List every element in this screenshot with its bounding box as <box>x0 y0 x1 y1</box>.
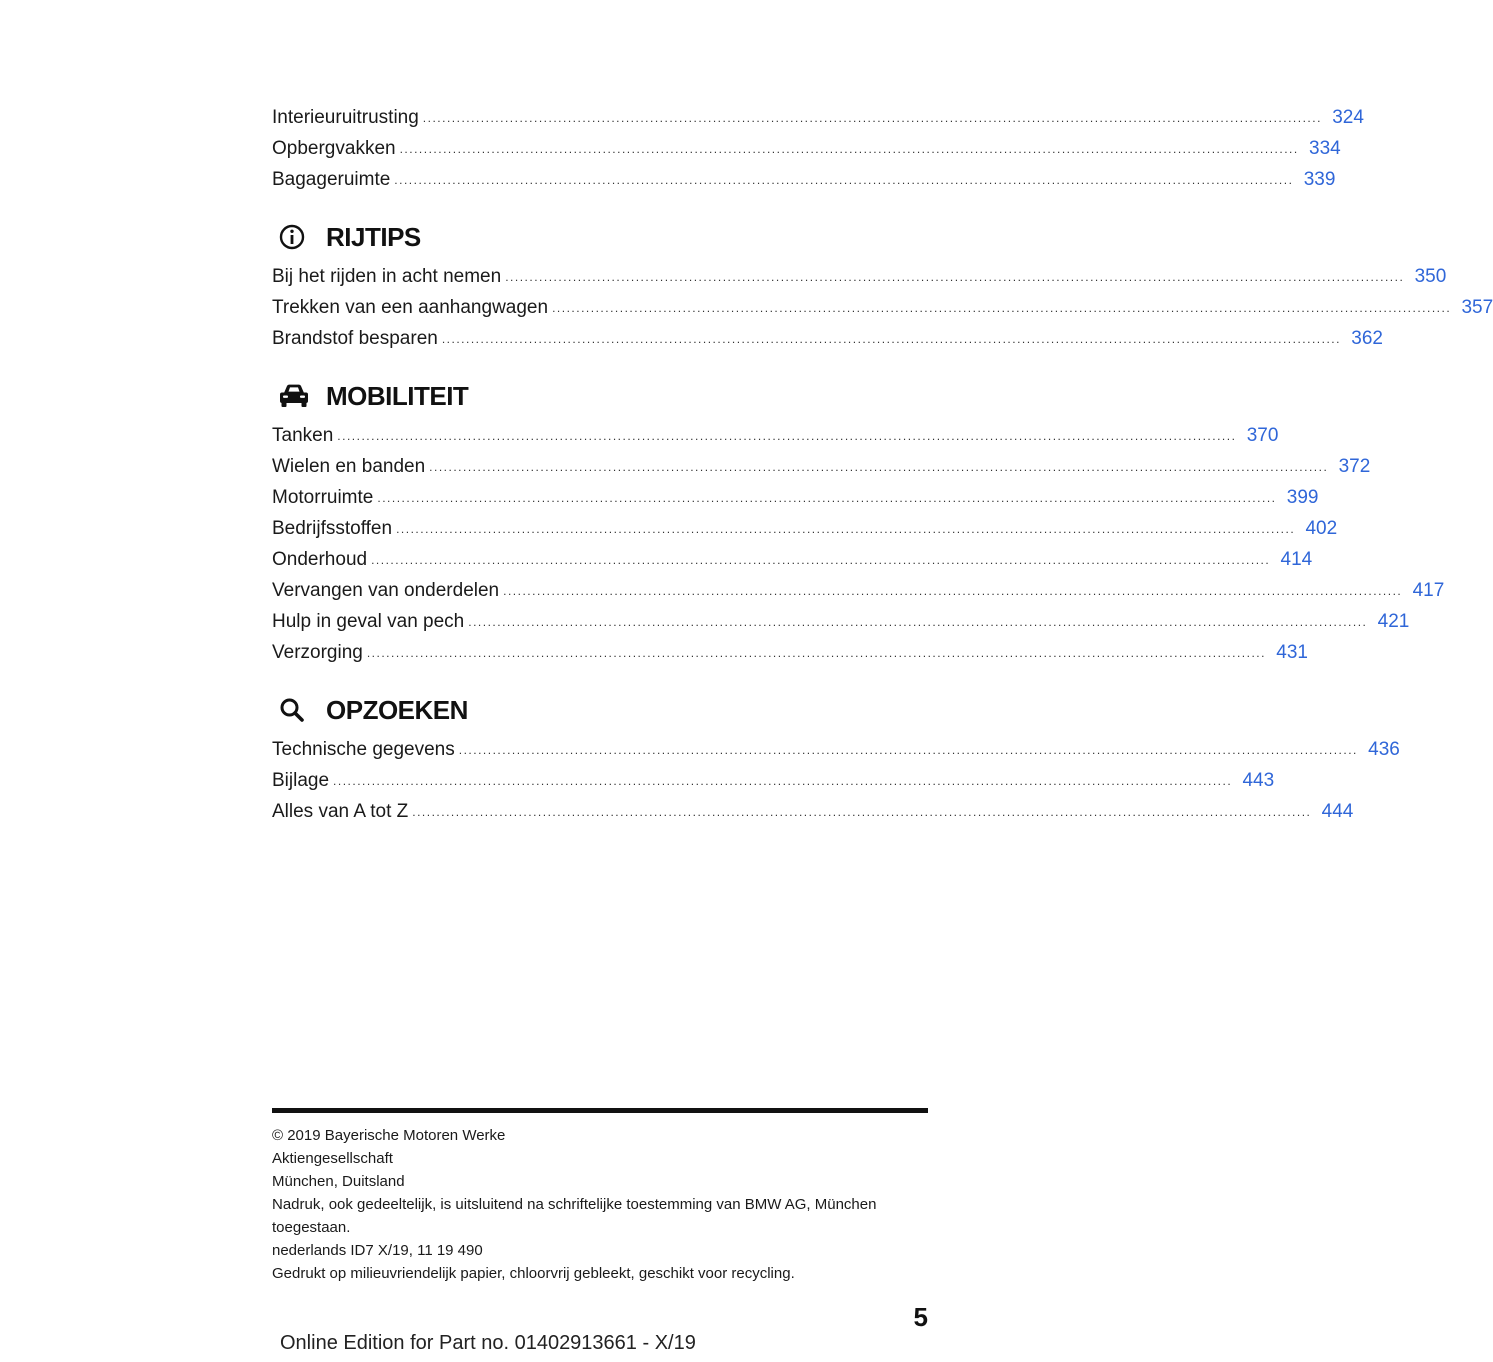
section-title: MOBILITEIT <box>326 380 469 411</box>
section-title: RIJTIPS <box>326 221 421 252</box>
toc-entry-title: Interieuruitrusting <box>272 107 419 128</box>
toc-entry[interactable] <box>272 637 1308 668</box>
toc-entry[interactable] <box>272 482 1319 513</box>
toc-entry-title: Onderhoud <box>272 549 368 570</box>
imprint-line: nederlands ID7 X/19, 11 19 490 <box>272 1242 483 1259</box>
search-icon <box>272 696 318 724</box>
toc-leader-dots: .......................................................................................................................................................................................... <box>505 270 1405 284</box>
toc-entry[interactable] <box>272 102 1364 133</box>
section-heading-opzoeken <box>272 690 928 730</box>
toc-entry-title: Bedrijfsstoffen <box>272 518 393 539</box>
toc-page-link[interactable]: 324 <box>1332 107 1364 128</box>
toc-entry[interactable] <box>272 323 1383 354</box>
toc-leader-dots: .......................................................................................................................................................................................... <box>429 460 1329 474</box>
toc-page-link[interactable]: 414 <box>1280 549 1313 570</box>
toc-page-link[interactable]: 443 <box>1242 770 1275 791</box>
toc-group-rijtips <box>272 261 1493 354</box>
toc-entry-title: Bij het rijden in acht nemen <box>272 266 502 287</box>
toc-page-link[interactable]: 339 <box>1303 169 1336 190</box>
toc-page-link[interactable]: 372 <box>1338 456 1371 477</box>
toc-entry-title: Brandstof besparen <box>272 328 438 349</box>
toc-leader-dots: .......................................................................................................................................................................................... <box>503 584 1403 598</box>
toc-leader-dots: .......................................................................................................................................................................................... <box>458 743 1358 757</box>
toc-leader-dots: .......................................................................................................................................................................................... <box>377 491 1277 505</box>
toc-leader-dots: .......................................................................................................................................................................................... <box>441 332 1341 346</box>
toc-group-mobiliteit <box>272 420 1445 668</box>
imprint-line: toegestaan. <box>272 1219 351 1236</box>
toc-entry[interactable] <box>272 606 1410 637</box>
info-icon <box>272 223 318 251</box>
toc-page-link[interactable]: 357 <box>1461 297 1493 318</box>
toc-leader-dots: .......................................................................................................................................................................................... <box>396 522 1296 536</box>
toc-leader-dots: .......................................................................................................................................................................................... <box>422 111 1322 125</box>
toc-page-link[interactable]: 436 <box>1368 739 1400 760</box>
car-icon <box>272 383 318 409</box>
toc-leader-dots: .......................................................................................................................................................................................... <box>468 615 1368 629</box>
toc-page-link[interactable]: 350 <box>1414 266 1447 287</box>
toc-page-link[interactable]: 444 <box>1321 801 1354 822</box>
imprint-block <box>272 1124 928 1285</box>
toc-group-opzoeken <box>272 734 1400 827</box>
toc-page-link[interactable]: 334 <box>1309 138 1341 159</box>
page-number: 5 <box>913 1302 928 1332</box>
imprint-line: Gedrukt op milieuvriendelijk papier, chloorvrij gebleekt, geschikt voor recycling. <box>272 1265 795 1282</box>
imprint-line: Nadruk, ook gedeeltelijk, is uitsluitend na schriftelijke toestemming van BMW AG, München <box>272 1196 877 1213</box>
toc-entry-title: Motorruimte <box>272 487 374 508</box>
toc-page-link[interactable]: 431 <box>1276 642 1308 663</box>
toc-page-link[interactable]: 402 <box>1305 518 1338 539</box>
section-heading-mobiliteit <box>272 376 928 416</box>
toc-page-link[interactable]: 370 <box>1246 425 1279 446</box>
toc-entry-title: Technische gegevens <box>272 739 455 760</box>
imprint-line: München, Duitsland <box>272 1173 405 1190</box>
toc-entry[interactable] <box>272 133 1341 164</box>
toc-leader-dots: .......................................................................................................................................................................................... <box>394 173 1294 187</box>
toc-entry[interactable] <box>272 796 1354 827</box>
toc-entry-title: Tanken <box>272 425 334 446</box>
table-of-contents <box>272 102 1493 827</box>
toc-entry[interactable] <box>272 420 1279 451</box>
toc-entry[interactable] <box>272 734 1400 765</box>
toc-entry-title: Bijlage <box>272 770 330 791</box>
toc-entry[interactable] <box>272 765 1275 796</box>
toc-entry-title: Hulp in geval van pech <box>272 611 465 632</box>
toc-entry-title: Vervangen van onderdelen <box>272 580 500 601</box>
toc-entry-title: Bagageruimte <box>272 169 391 190</box>
toc-leader-dots: .......................................................................................................................................................................................... <box>337 429 1237 443</box>
toc-page-link[interactable]: 362 <box>1351 328 1383 349</box>
toc-entry-title: Opbergvakken <box>272 138 396 159</box>
section-heading-rijtips <box>272 217 928 257</box>
toc-entry[interactable] <box>272 292 1493 323</box>
divider-rule <box>272 1108 928 1113</box>
toc-entry[interactable] <box>272 575 1445 606</box>
toc-leader-dots: .......................................................................................................................................................................................... <box>371 553 1271 567</box>
toc-group-top <box>272 102 1364 195</box>
toc-leader-dots: .......................................................................................................................................................................................... <box>552 301 1452 315</box>
imprint-line: © 2019 Bayerische Motoren Werke <box>272 1127 506 1144</box>
online-edition-footer: Online Edition for Part no. 01402913661 - X/19 <box>280 1332 696 1354</box>
toc-entry-title: Trekken van een aanhangwagen <box>272 297 549 318</box>
toc-entry[interactable] <box>272 261 1447 292</box>
toc-leader-dots: .......................................................................................................................................................................................... <box>333 774 1233 788</box>
toc-page-link[interactable]: 417 <box>1412 580 1445 601</box>
toc-leader-dots: .......................................................................................................................................................................................... <box>412 805 1312 819</box>
toc-leader-dots: .......................................................................................................................................................................................... <box>366 646 1266 660</box>
section-title: OPZOEKEN <box>326 694 468 725</box>
toc-entry[interactable] <box>272 451 1371 482</box>
toc-entry-title: Verzorging <box>272 642 363 663</box>
toc-page-link[interactable]: 399 <box>1286 487 1319 508</box>
toc-entry[interactable] <box>272 544 1313 575</box>
toc-entry-title: Wielen en banden <box>272 456 426 477</box>
imprint-line: Aktiengesellschaft <box>272 1150 393 1167</box>
toc-entry-title: Alles van A tot Z <box>272 801 409 822</box>
toc-entry[interactable] <box>272 513 1338 544</box>
toc-leader-dots: .......................................................................................................................................................................................... <box>399 142 1299 156</box>
toc-page-link[interactable]: 421 <box>1377 611 1410 632</box>
toc-entry[interactable] <box>272 164 1336 195</box>
